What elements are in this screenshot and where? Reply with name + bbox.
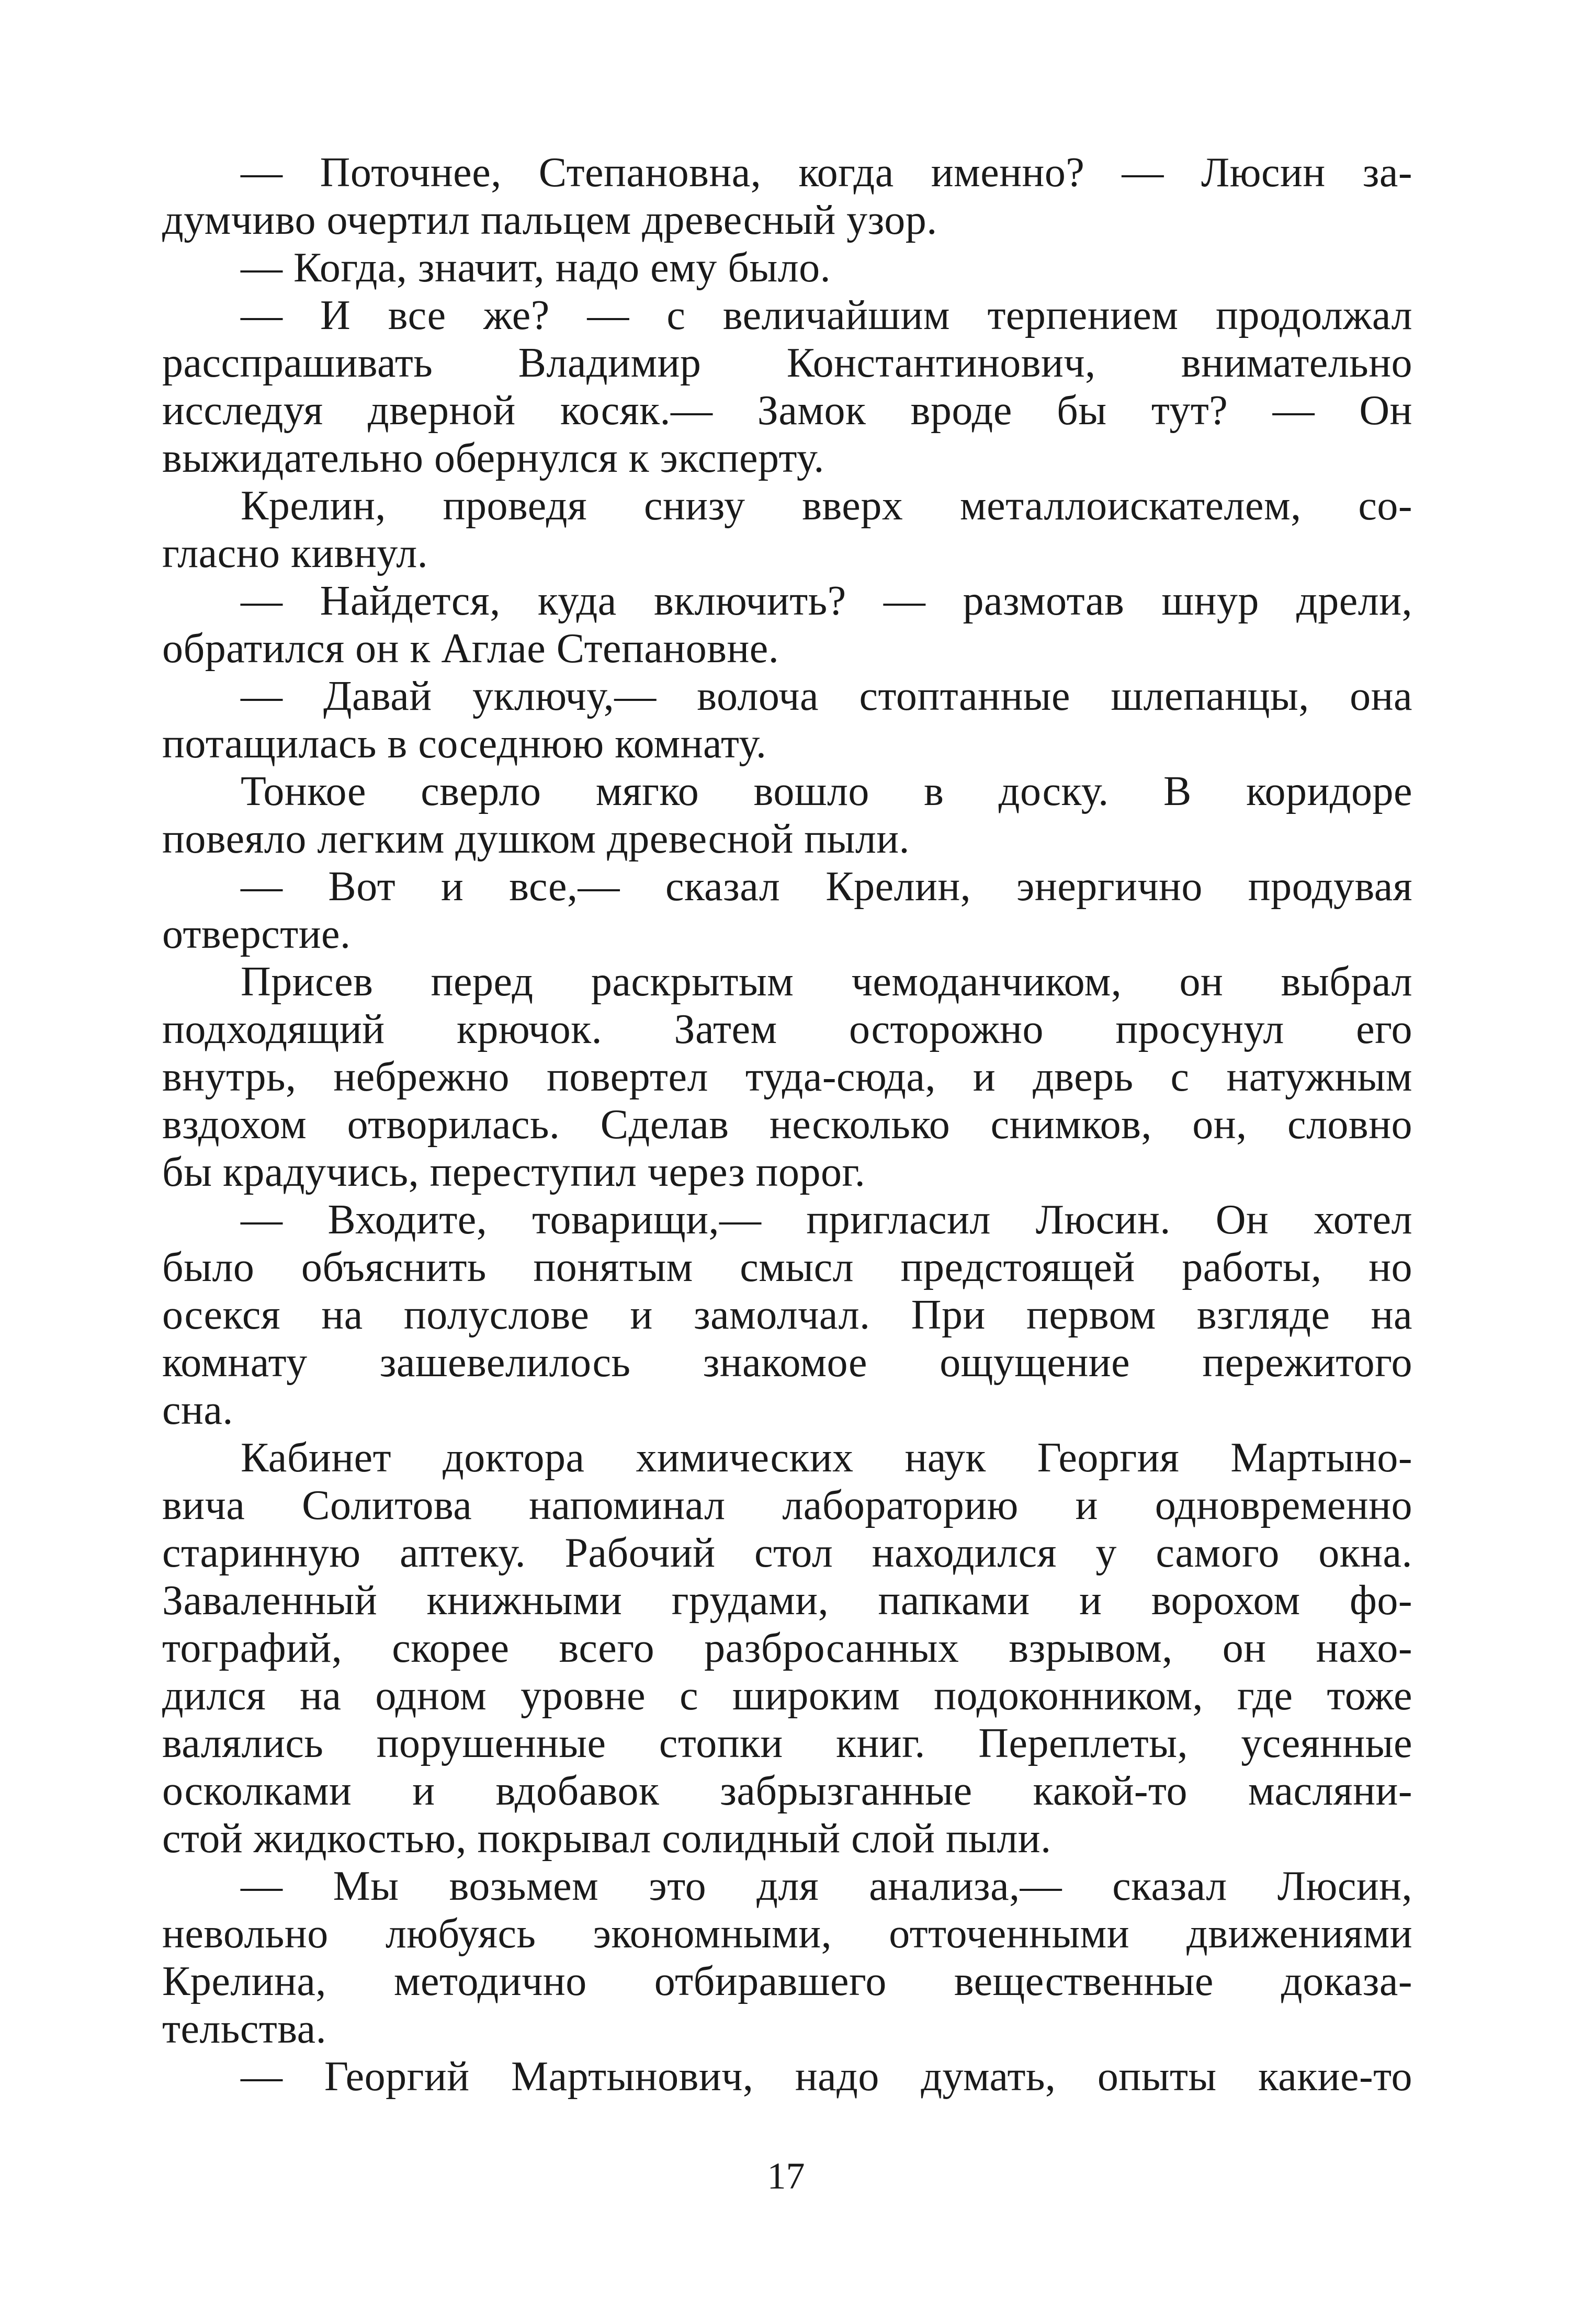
text-line: — Поточнее, Степановна, когда именно? — Люсин за- — [241, 150, 1412, 196]
text-line: — Георгий Мартынович, надо думать, опыты какие-то — [241, 2054, 1412, 2100]
text-line: потащилась в соседнюю комнату. — [162, 721, 767, 767]
text-line: исследуя дверной косяк.— Замок вроде бы тут? — Он — [162, 388, 1412, 434]
text-line: невольно любуясь экономными, отточенными движениями — [162, 1911, 1412, 1957]
text-line: дился на одном уровне с широким подоконником, где тоже — [162, 1673, 1412, 1719]
text-line: бы крадучись, переступил через порог. — [162, 1149, 866, 1195]
body-text — [162, 149, 1412, 2101]
text-line: — Когда, значит, надо ему было. — [241, 245, 831, 291]
text-line: — Вот и все,— сказал Крелин, энергично продувая — [241, 864, 1412, 910]
text-line: Крелин, проведя снизу вверх металлоискателем, со- — [241, 483, 1412, 529]
text-line: гласно кивнул. — [162, 530, 428, 576]
text-line: выжидательно обернулся к эксперту. — [162, 435, 824, 481]
text-line: было объяснить понятым смысл предстоящей работы, но — [162, 1244, 1412, 1290]
text-line: расспрашивать Владимир Константинович, внимательно — [162, 340, 1412, 386]
text-line: осколками и вдобавок забрызганные какой-то масляни- — [162, 1768, 1412, 1814]
text-line: вздохом отворилась. Сделав несколько снимков, он, словно — [162, 1102, 1412, 1148]
text-line: валялись порушенные стопки книг. Переплеты, усеянные — [162, 1720, 1412, 1766]
text-line: обратился он к Аглае Степановне. — [162, 626, 779, 672]
text-line: Кабинет доктора химических наук Георгия Мартыно- — [241, 1435, 1412, 1481]
text-line: внутрь, небрежно повертел туда-сюда, и дверь с натужным — [162, 1054, 1412, 1100]
text-line: — И все же? — с величайшим терпением продолжал — [241, 292, 1412, 338]
text-line: комнату зашевелилось знакомое ощущение пережитого — [162, 1340, 1412, 1386]
text-line: — Найдется, куда включить? — размотав шнур дрели, — [241, 578, 1412, 624]
text-line: осекся на полуслове и замолчал. При первом взгляде на — [162, 1292, 1412, 1338]
text-line: Заваленный книжными грудами, папками и ворохом фо- — [162, 1578, 1412, 1624]
text-line: отверстие. — [162, 911, 351, 957]
text-line: тельства. — [162, 2006, 327, 2052]
text-line: повеяло легким душком древесной пыли. — [162, 816, 910, 862]
page-number: 17 — [767, 2155, 805, 2197]
text-line: подходящий крючок. Затем осторожно просунул его — [162, 1006, 1412, 1052]
text-line: Тонкое сверло мягко вошло в доску. В коридоре — [241, 768, 1412, 814]
text-line: старинную аптеку. Рабочий стол находился у самого окна. — [162, 1530, 1412, 1576]
text-line: — Давай уключу,— волоча стоптанные шлепанцы, она — [241, 673, 1412, 719]
text-line: думчиво очертил пальцем древесный узор. — [162, 197, 937, 243]
text-line: Присев перед раскрытым чемоданчиком, он выбрал — [241, 959, 1412, 1005]
text-line: тографий, скорее всего разбросанных взрывом, он нахо- — [162, 1625, 1412, 1671]
text-line: сна. — [162, 1387, 233, 1433]
text-line: Крелина, методично отбиравшего вещественные доказа- — [162, 1958, 1412, 2004]
text-line: — Входите, товарищи,— пригласил Люсин. Он хотел — [241, 1197, 1412, 1243]
text-line: — Мы возьмем это для анализа,— сказал Люсин, — [241, 1863, 1412, 1909]
text-line: стой жидкостью, покрывал солидный слой пыли. — [162, 1816, 1051, 1862]
text-line: вича Солитова напоминал лабораторию и одновременно — [162, 1482, 1412, 1528]
